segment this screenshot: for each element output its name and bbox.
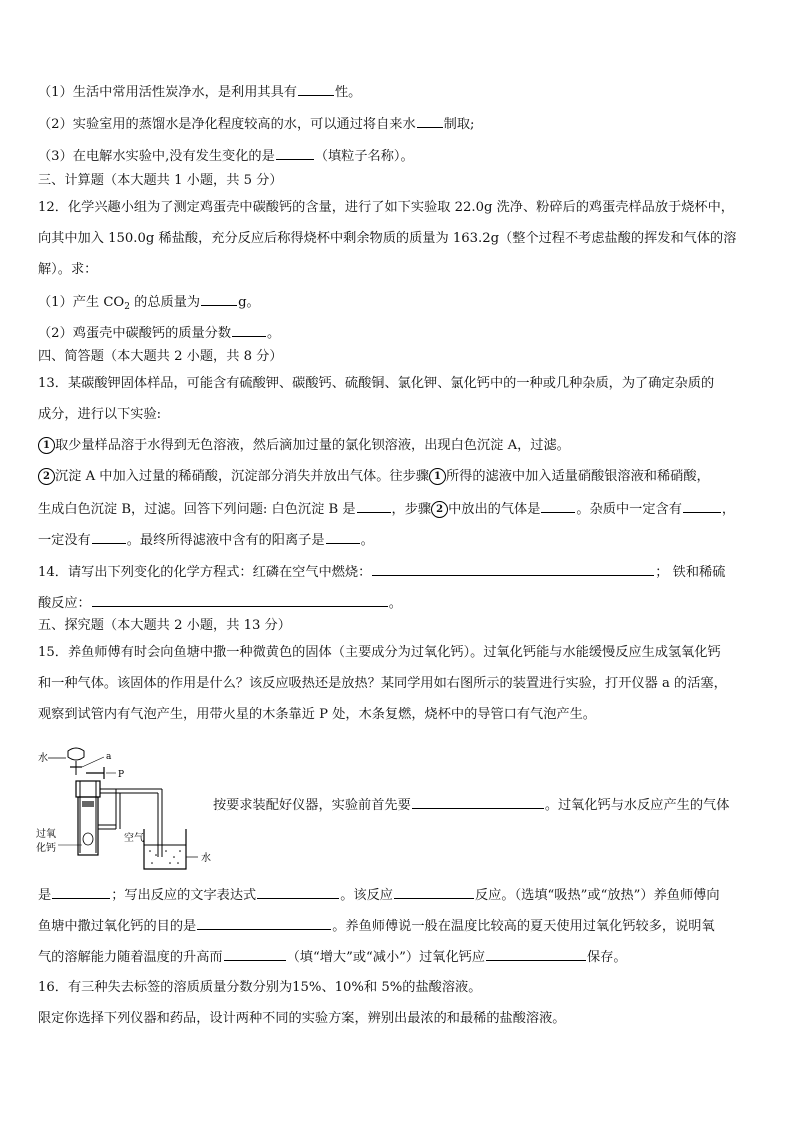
section-4-heading: 四、简答题（本大题共 2 小题，共 8 分） xyxy=(38,349,283,364)
q15-line1: 15．养鱼师傅有时会向鱼塘中撒一种微黄色的固体（主要成分为过氧化钙）。过氧化钙能与水能缓慢反应生成氢氧化钙 xyxy=(38,645,721,660)
q16-line2: 限定你选择下列仪器和药品，设计两种不同的实验方案，辨别出最浓的和最稀的盐酸溶液。 xyxy=(38,1011,566,1026)
answer-blank[interactable] xyxy=(257,884,339,899)
q12-line2: 向其中加入 150.0g 稀盐酸，充分反应后称得烧杯中剩余物质的质量为 163.2g（整个过程不考虑盐酸的挥发和气体的溶 xyxy=(38,231,737,246)
q11-part3: （3）在电解水实验中,没有发生变化的是 （填粒子名称）。 xyxy=(38,145,414,167)
step-number-icon: 1 xyxy=(429,468,446,485)
answer-blank[interactable] xyxy=(298,81,334,96)
q12-line3: 解）。求： xyxy=(38,262,98,277)
label-p: P xyxy=(118,770,125,780)
q15-line7: 气的溶解能力随着温度的升高而 （填“增大”或“减小”）过氧化钙应 保存。 xyxy=(38,946,627,968)
q13-step1: 1 取少量样品溶于水得到无色溶液，然后滴加过量的氯化钡溶液，出现白色沉淀 A，过滤。 xyxy=(38,436,570,456)
answer-blank[interactable] xyxy=(224,946,286,961)
answer-blank[interactable] xyxy=(486,946,586,961)
answer-blank[interactable] xyxy=(197,915,331,930)
answer-blank[interactable] xyxy=(232,322,266,337)
answer-blank[interactable] xyxy=(276,145,314,160)
q11-part2: （2）实验室用的蒸馏水是净化程度较高的水，可以通过将自来水 制取; xyxy=(38,113,474,135)
q15-line2: 和一种气体。该固体的作用是什么？该反应吸热还是放热？某同学用如右图所示的装置进行实验，打开仪器 a 的活塞， xyxy=(38,676,727,691)
answer-blank[interactable] xyxy=(683,498,721,513)
label-cao2-1: 过氧 xyxy=(36,829,56,840)
step-number-icon: 2 xyxy=(431,501,448,518)
label-water-beaker: 水 xyxy=(201,853,211,864)
apparatus-diagram xyxy=(36,745,222,875)
answer-blank[interactable] xyxy=(541,498,575,513)
answer-blank[interactable] xyxy=(92,529,126,544)
answer-blank[interactable] xyxy=(357,498,391,513)
step-number-icon: 1 xyxy=(38,437,55,454)
label-cao2-2: 化钙 xyxy=(36,843,56,854)
answer-blank[interactable] xyxy=(412,794,544,809)
section-5-heading: 五、探究题（本大题共 2 小题，共 13 分） xyxy=(38,618,291,633)
answer-blank[interactable] xyxy=(372,561,654,576)
label-a: a xyxy=(106,752,112,762)
q15-line4: 按要求装配好仪器，实验前首先要 。过氧化钙与水反应产生的气体 xyxy=(213,794,729,816)
q13-line2: 成分，进行以下实验: xyxy=(38,407,162,422)
label-air: 空气 xyxy=(124,833,144,844)
label-water-top: 水 xyxy=(38,753,48,764)
section-3-heading: 三、计算题（本大题共 1 小题，共 5 分） xyxy=(38,173,283,188)
q11-part1: （1）生活中常用活性炭净水，是利用其具有 性。 xyxy=(38,81,361,103)
q15-line6: 鱼塘中撒过氧化钙的目的是 。养鱼师傅说一般在温度比较高的夏天使用过氧化钙较多，说明氧 xyxy=(38,915,715,937)
answer-blank[interactable] xyxy=(394,884,474,899)
q16-line1: 16．有三种失去标签的溶质质量分数分别为15%、10%和 5%的盐酸溶液。 xyxy=(38,980,482,995)
answer-blank[interactable] xyxy=(417,113,443,128)
q13-line1: 13．某碳酸钾固体样品，可能含有硫酸钾、碳酸钙、硫酸铜、氯化钾、氯化钙中的一种或几种杂质，为了确定杂质的 xyxy=(38,376,715,391)
answer-blank[interactable] xyxy=(52,884,110,899)
q14-line2: 酸反应： 。 xyxy=(38,592,402,614)
q13-line5: 生成白色沉淀 B，过滤。回答下列问题: 白色沉淀 B 是 ，步骤 2 中放出的气体是 。杂质中一定含有 ， xyxy=(38,498,735,520)
q12-part2: （2）鸡蛋壳中碳酸钙的质量分数 。 xyxy=(38,322,280,344)
q15-line5: 是 ；写出反应的文字表达式 。该反应 反应。（选填“吸热”或“放热”）养鱼师傅向 xyxy=(38,884,720,906)
q14-line1: 14．请写出下列变化的化学方程式：红磷在空气中燃烧： ； 铁和稀硫 xyxy=(38,561,725,583)
q12-line1: 12．化学兴趣小组为了测定鸡蛋壳中碳酸钙的含量，进行了如下实验取 22.0g 洗净、粉碎后的鸡蛋壳样品放于烧杯中， xyxy=(38,200,734,215)
q15-line3: 观察到试管内有气泡产生，用带火星的木条靠近 P 处，木条复燃，烧杯中的导管口有气泡产生。 xyxy=(38,707,596,722)
q13-step2: 2 沉淀 A 中加入过量的稀硝酸，沉淀部分消失并放出气体。往步骤 1 所得的滤液中加入适量硝酸银溶液和稀硝酸， xyxy=(38,467,710,487)
q12-part1: （1）产生 $CO_2$ 的总质量为 g。 xyxy=(38,291,260,317)
step-number-icon: 2 xyxy=(38,468,55,485)
answer-blank[interactable] xyxy=(326,529,360,544)
answer-blank[interactable] xyxy=(92,592,388,607)
q13-line6: 一定没有 。最终所得滤液中含有的阳离子是 。 xyxy=(38,529,374,551)
answer-blank[interactable] xyxy=(201,291,237,306)
